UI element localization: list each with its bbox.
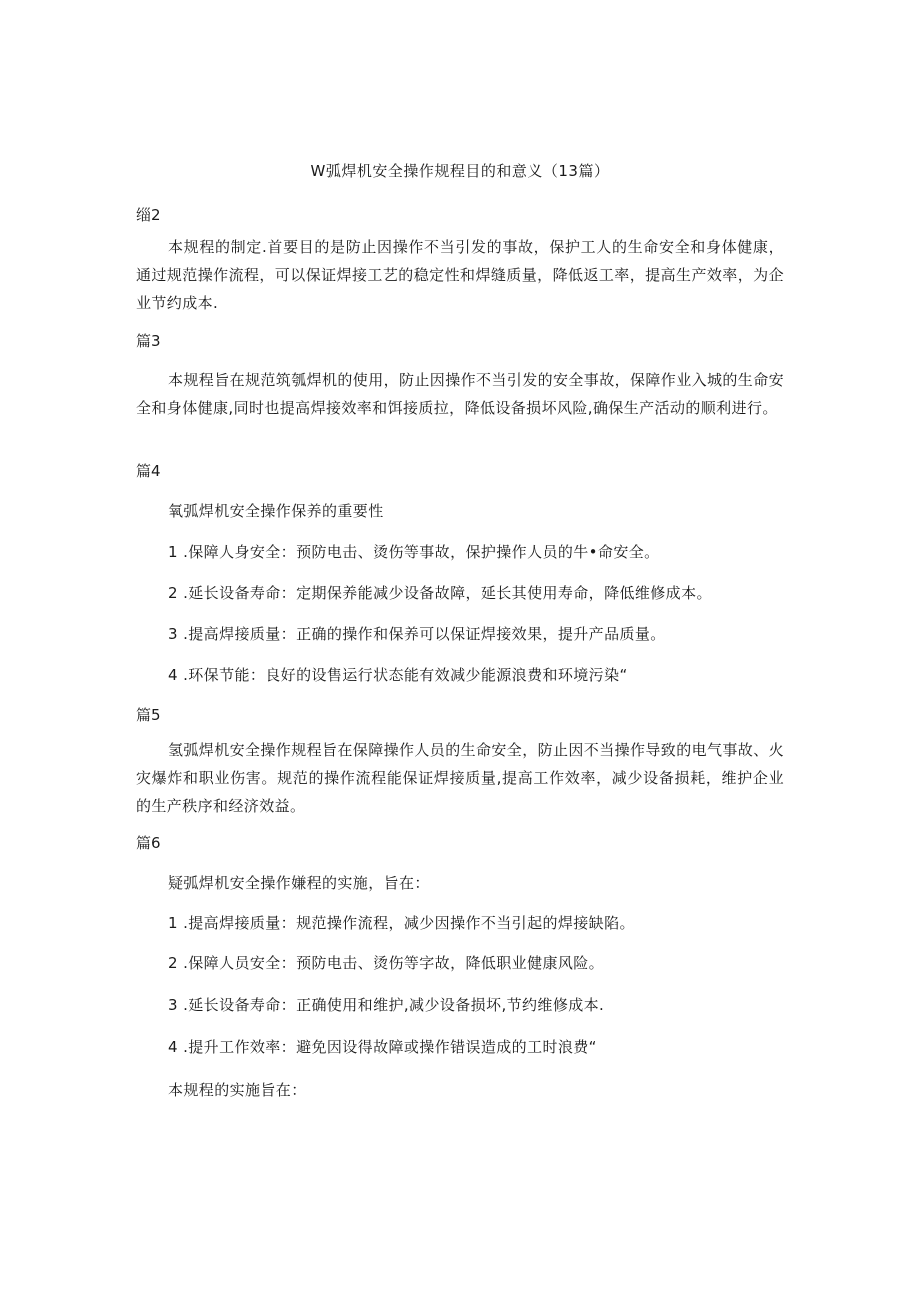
section-6-closing: 本规程的实施旨在：	[168, 1081, 307, 1099]
section-heading-4: 篇4	[136, 462, 161, 480]
section-3-paragraph: 本规程旨在规范筑瓠焊机的使用，防止因操作不当引发的安全事故，保障作业入城的生命安全和身体健康,同时也提高焊接效率和饵接质拉，降低设备损坏风险,确保生产活动的顺利进行。	[136, 371, 785, 417]
section-6-list-item-4: 4 .提升工作效率：避免因设得故障或操作错误造成的工时浪费“	[168, 1038, 597, 1056]
document-title: W弧焊机安全操作规程目的和意义（13篇）	[310, 162, 610, 180]
section-heading-6: 篇6	[136, 834, 161, 852]
section-heading-5: 篇5	[136, 706, 161, 724]
section-4-list-item-1: 1 .保障人身安全：预防电击、烫伤等事故，保护操作人员的牛•命安全。	[168, 543, 660, 561]
section-2-paragraph: 本规程的制定.首要目的是防止因操作不当引发的事故，保护工人的生命安全和身体健康，通过规范操作流程，可以保证焊接工艺的稳定性和焊缝质量，降低返工率，提高生产效率，为企业节约成本.	[136, 238, 784, 312]
section-heading-2: 缁2	[136, 206, 161, 224]
section-5-paragraph: 氢弧焊机安全操作规程旨在保障操作人员的生命安全，防止因不当操作导致的电气事故、火灾爆炸和职业伤害。规范的操作流程能保证焊接质量,提高工作效率，减少设备损耗，维护企业的生产秩序和经济效益。	[136, 741, 785, 815]
section-4-list-item-3: 3 .提高焊接质量：正确的操作和保养可以保证焊接效果，提升产品质量。	[168, 625, 666, 643]
section-6-list-item-1: 1 .提高焊接质量：规范操作流程，减少因操作不当引起的焊接缺陷。	[168, 914, 635, 932]
section-6-intro: 疑弧焊机安全操作嫌程的实施，旨在：	[168, 874, 430, 892]
section-heading-3: 篇3	[136, 332, 161, 350]
section-4-intro: 氧弧焊机安全操作保养的重要性	[168, 502, 384, 520]
section-6-list-item-3: 3 .延长设备寿命：正确使用和维护,减少设备损坏,节约维修成本.	[168, 996, 605, 1014]
section-6-list-item-2: 2 .保障人员安全：预防电击、烫伤等字故，降低职业健康风险。	[168, 954, 605, 972]
section-4-list-item-2: 2 .延长设备寿命：定期保养能减少设备故障，延长其使用寿命，降低维修成本。	[168, 584, 712, 602]
section-4-list-item-4: 4 .环保节能：良好的设售运行状态能有效减少能源浪费和环境污染“	[168, 666, 628, 684]
